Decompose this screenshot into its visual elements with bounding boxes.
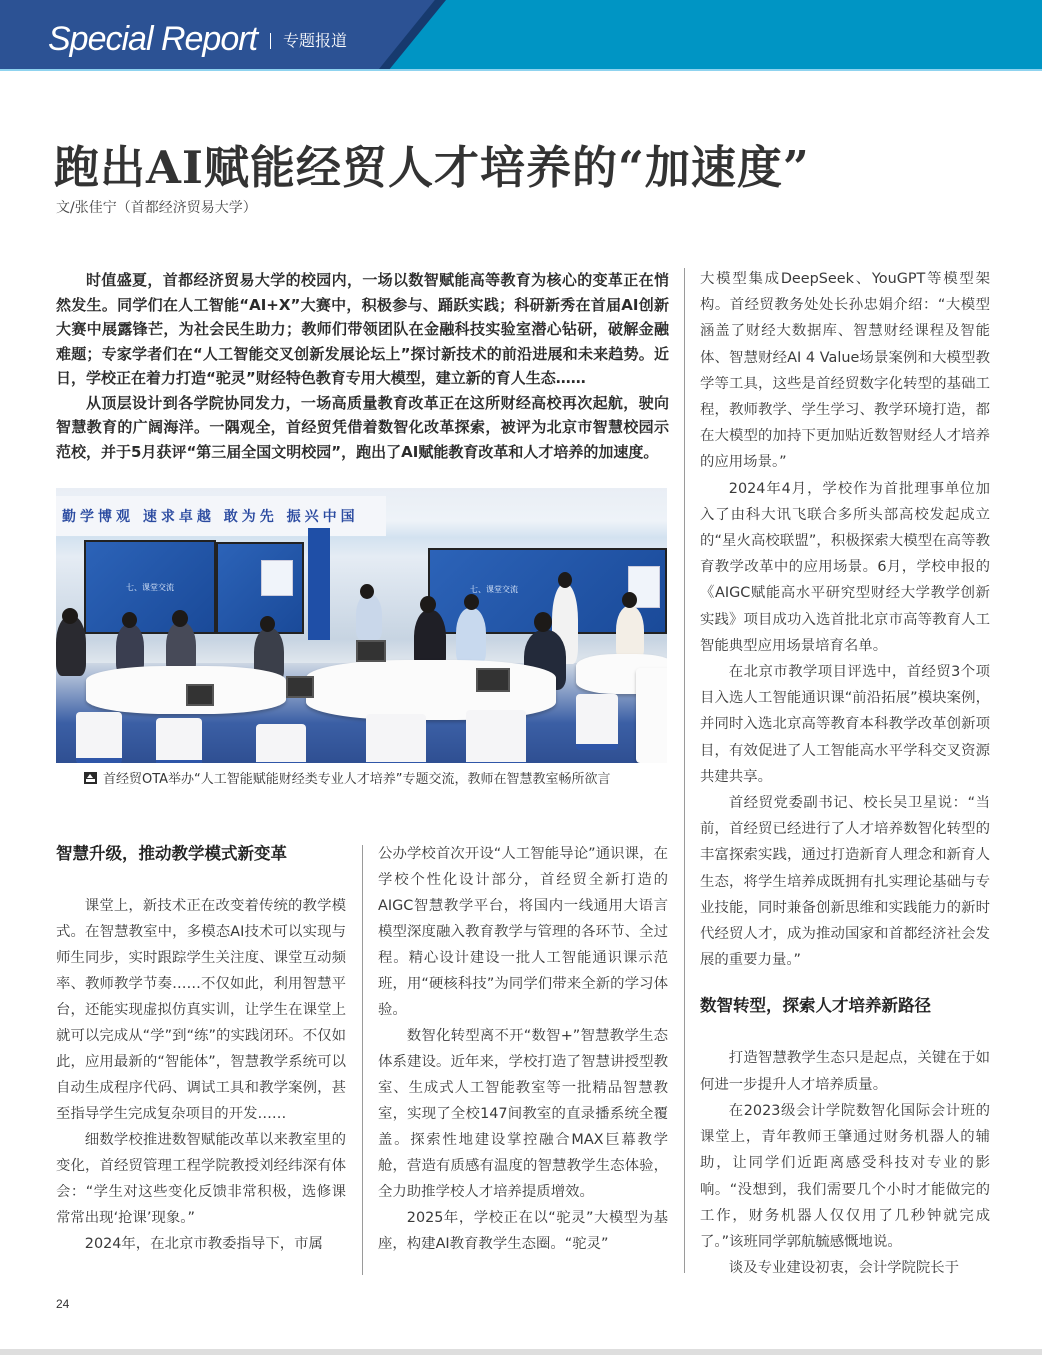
section-heading: 智慧升级，推动教学模式新变革 [56, 844, 287, 863]
photo-head [260, 616, 275, 632]
body-column-a [56, 841, 346, 1257]
article-title: 跑出AI赋能经贸人才培养的“加速度” [54, 141, 810, 194]
brand-separator [270, 33, 271, 49]
section-brand-en: Special Report [48, 20, 258, 58]
camera-icon [84, 772, 97, 784]
photo-chair [156, 718, 202, 763]
photo-screen: 七、课堂交流 [428, 548, 667, 634]
photo-wall-banner: 勤学博观 速求卓越 敢为先 振兴中国 [56, 496, 386, 536]
section-brand-cn: 专题报道 [283, 31, 348, 50]
photo-tablet [186, 684, 214, 706]
body-paragraph: 谈及专业建设初衷，会计学院院长于 [728, 1260, 960, 1277]
photo-student [56, 616, 86, 676]
body-paragraph: 公办学校首次开设“人工智能导论”通识课，在学校个性化设计部分，首经贸全新打造的AIGC智慧教学平台，将国内一线通用大语言模型深度融入教育教学与管理的各环节、全过程。精心设计建设一批人工智能通识课示范班，用“硬核科技”为同学们带来全新的学习体验。 [378, 846, 668, 1018]
intro-paragraph: 时值盛夏，首都经济贸易大学的校园内，一场以数智赋能高等教育为核心的变革正在悄然发生。同学们在人工智能“AI+X”大赛中，积极参与、踊跃实践；科研新秀在首届AI创新大赛中展露锋芒，为社会民生助力；教师们带领团队在金融科技实验室潜心钻研，破解金融难题；专家学者们在“人工智能交叉创新发展论坛上”探讨新技术的前沿进展和未来趋势。近日，学校正在着力打造“驼灵”财经特色教育专用大模型，建立新的育人生态…… [56, 271, 669, 387]
photo-student [356, 594, 382, 640]
photo-chair [76, 712, 122, 763]
photo-student [456, 608, 486, 664]
photo-poster [261, 560, 293, 596]
classroom-photo [56, 488, 667, 763]
photo-chair [576, 694, 618, 750]
body-paragraph: 首经贸党委副书记、校长吴卫星说：“当前，首经贸已经进行了人才培养数智化转型的丰富探索实践，通过打造新育人理念和新育人生态，将学生培养成既拥有扎实理论基础与专业技能，同时兼备创新思维和实践能力的新时代经贸人才，成为推动国家和首都经济社会发展的重要力量。” [700, 795, 990, 969]
body-paragraph: 2024年，在北京市教委指导下，市属 [84, 1236, 323, 1252]
photo-chair [366, 714, 426, 763]
body-paragraph: 课堂上，新技术正在改变着传统的教学模式。在智慧教室中，多模态AI技术可以实现与师生同步，实时跟踪学生关注度、课堂互动频率、教师教学节奏……不仅如此，利用智慧平台，还能实现虚拟仿真实训，让学生在课堂上就可以完成从“学”到“练”的实践闭环。不仅如此，应用最新的“智能体”，智慧教学系统可以自动生成程序代码、调试工具和教学案例，甚至指导学生完成复杂项目的开发…… [56, 898, 346, 1122]
photo-head [122, 612, 137, 628]
intro-paragraph: 从顶层设计到各学院协同发力，一场高质量教育改革正在这所财经高校再次起航，驶向智慧教育的广阔海洋。一隅观全，首经贸凭借着数智化改革探索，被评为北京市智慧校园示范校，并于5月获评“第三届全国文明校园”，跑出了AI赋能教育改革和人才培养的加速度。 [56, 393, 669, 461]
body-paragraph: 在北京市教学项目评选中，首经贸3个项目入选人工智能通识课“前沿拓展”模块案例，并同时入选北京高等教育本科教学改革创新项目，有效促进了人工智能高水平学科交叉资源共建共享。 [700, 664, 990, 785]
body-paragraph: 打造智慧教学生态只是起点，关键在于如何进一步提升人才培养质量。 [700, 1050, 990, 1093]
banner-underline [0, 69, 1042, 71]
photo-chair [256, 724, 306, 763]
photo-screen: 七、课堂交流 [84, 540, 216, 634]
photo-tablet [476, 668, 510, 692]
photo-head [172, 610, 188, 627]
photo-tablet [356, 640, 386, 662]
body-paragraph: 在2023级会计学院数智化国际会计班的课堂上，青年教师王肇通过财务机器人的辅助，让同学们近距离感受科技对专业的影响。“没想到，我们需要几个小时才能做完的工作，财务机器人仅仅用了几秒钟就完成了。”该班同学郭航毓感慨地说。 [700, 1102, 990, 1250]
photo-head [464, 594, 479, 610]
header-banner [0, 0, 1042, 70]
photo-head [558, 572, 572, 588]
column-divider [684, 268, 685, 1273]
article-intro [56, 268, 669, 464]
body-column-b [378, 841, 668, 1257]
photo-podium [636, 668, 667, 763]
page-number: 24 [56, 1297, 70, 1311]
photo-tablet [286, 676, 314, 698]
photo-student [616, 606, 644, 660]
photo-head [622, 592, 637, 608]
photo-curtain [308, 528, 330, 640]
body-paragraph: 2024年4月，学校作为首批理事单位加入了由科大讯飞联合多所头部高校发起成立的“星火高校联盟”，积极探索大模型在高等教育教学改革中的应用场景。6月，学校申报的《AIGC赋能高水平研究型财经大学教学创新实践》项目成功入选首批北京市高等教育人工智能典型应用场景培育名单。 [700, 480, 990, 654]
body-column-c [700, 266, 990, 1281]
body-paragraph: 2025年，学校正在以“驼灵”大模型为基座，构建AI教育教学生态圈。“驼灵” [378, 1210, 668, 1252]
body-paragraph: 数智化转型离不开“数智+”智慧教学生态体系建设。近年来，学校打造了智慧讲授型教室、生成式人工智能教室等一批精品智慧教室，实现了全校147间教室的直录播系统全覆盖。探索性地建设掌控融合MAX巨幕教学舱，营造有质感有温度的智慧教学生态体验，全力助推学校人才培养提质增效。 [378, 1028, 668, 1200]
article-byline: 文/张佳宁（首都经济贸易大学） [56, 200, 257, 216]
column-divider [362, 845, 363, 1275]
photo-caption: 首经贸OTA举办“人工智能赋能财经类专业人才培养”专题交流，教师在智慧教室畅所欲言 [84, 771, 611, 789]
body-paragraph: 大模型集成DeepSeek、YouGPT等模型架构。首经贸教务处处长孙忠娟介绍：“大模型涵盖了财经大数据库、智慧财经课程及智能体、智慧财经AI 4 Value场景案例和大模型教学等工具，这些是首经贸数字化转型的基础工程，教师教学、学生学习、教学环境打造，都在大模型的加持下更加贴近数智财经人才培养的应用场景。” [700, 271, 990, 471]
photo-head [534, 612, 552, 632]
photo-head [360, 584, 374, 599]
body-paragraph: 细数学校推进数智赋能改革以来教室里的变化，首经贸管理工程学院教授刘经纬深有体会：“学生对这些变化反馈非常积极，选修课常常出现‘抢课’现象。” [56, 1132, 346, 1226]
photo-head [62, 608, 78, 624]
page-bottom-edge [0, 1349, 1042, 1355]
photo-head [420, 596, 436, 613]
photo-chair [466, 710, 526, 763]
section-heading: 数智转型，探索人才培养新路径 [700, 996, 931, 1016]
